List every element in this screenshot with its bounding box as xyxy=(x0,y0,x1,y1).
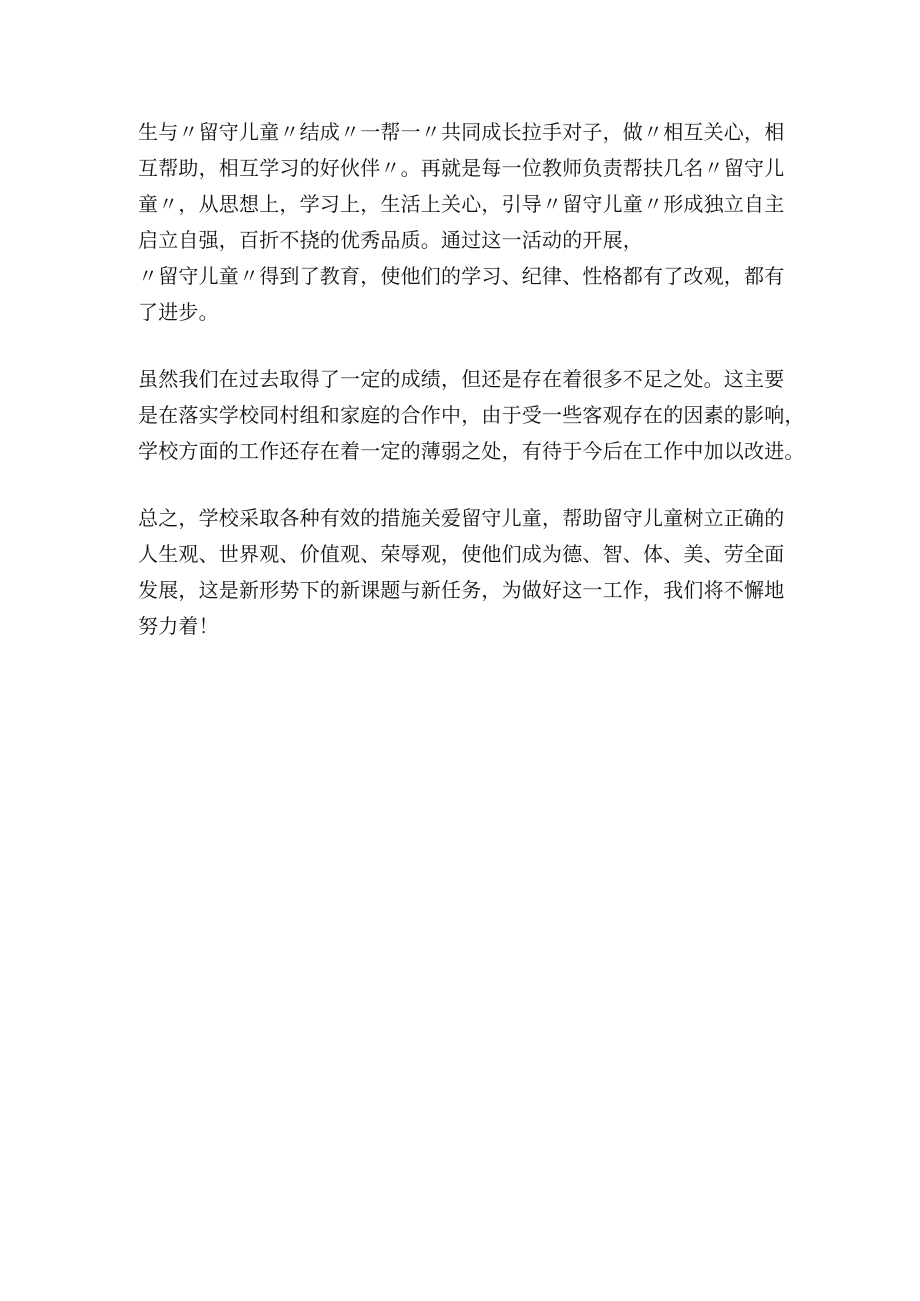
document-body xyxy=(138,114,805,675)
text-line: 人生观、世界观、价值观、荣辱观，使他们成为德、智、体、美、劳全面 xyxy=(138,542,785,566)
text-line: 虽然我们在过去取得了一定的成绩，但还是存在着很多不足之处。这主要 xyxy=(138,367,785,391)
text-line: 〃留守儿童〃得到了教育，使他们的学习、纪律、性格都有了改观，都有 xyxy=(138,264,785,288)
text-line: 了进步。 xyxy=(138,300,219,324)
paragraph-left-behind-children-support xyxy=(138,114,798,330)
paragraph-shortcomings xyxy=(138,361,805,469)
text-line: 发展，这是新形势下的新课题与新任务，为做好这一工作，我们将不懈地 xyxy=(138,578,785,602)
text-line: 总之，学校采取各种有效的措施关爱留守儿童，帮助留守儿童树立正确的 xyxy=(138,506,785,530)
text-line: 互帮助，相互学习的好伙伴〃。再就是每一位教师负责帮扶几名〃留守儿 xyxy=(138,156,785,180)
text-line: 努力着！ xyxy=(138,614,219,638)
text-line: 童〃，从思想上，学习上，生活上关心，引导〃留守儿童〃形成独立自主 xyxy=(138,192,785,216)
text-line: 学校方面的工作还存在着一定的薄弱之处，有待于今后在工作中加以改进。 xyxy=(138,439,805,463)
text-line: 是在落实学校同村组和家庭的合作中，由于受一些客观存在的因素的影响， xyxy=(138,403,805,427)
text-line: 生与〃留守儿童〃结成〃一帮一〃共同成长拉手对子，做〃相互关心，相 xyxy=(138,120,785,144)
text-line: 启立自强，百折不挠的优秀品质。通过这一活动的开展， xyxy=(138,228,643,252)
paragraph-conclusion xyxy=(138,500,798,644)
